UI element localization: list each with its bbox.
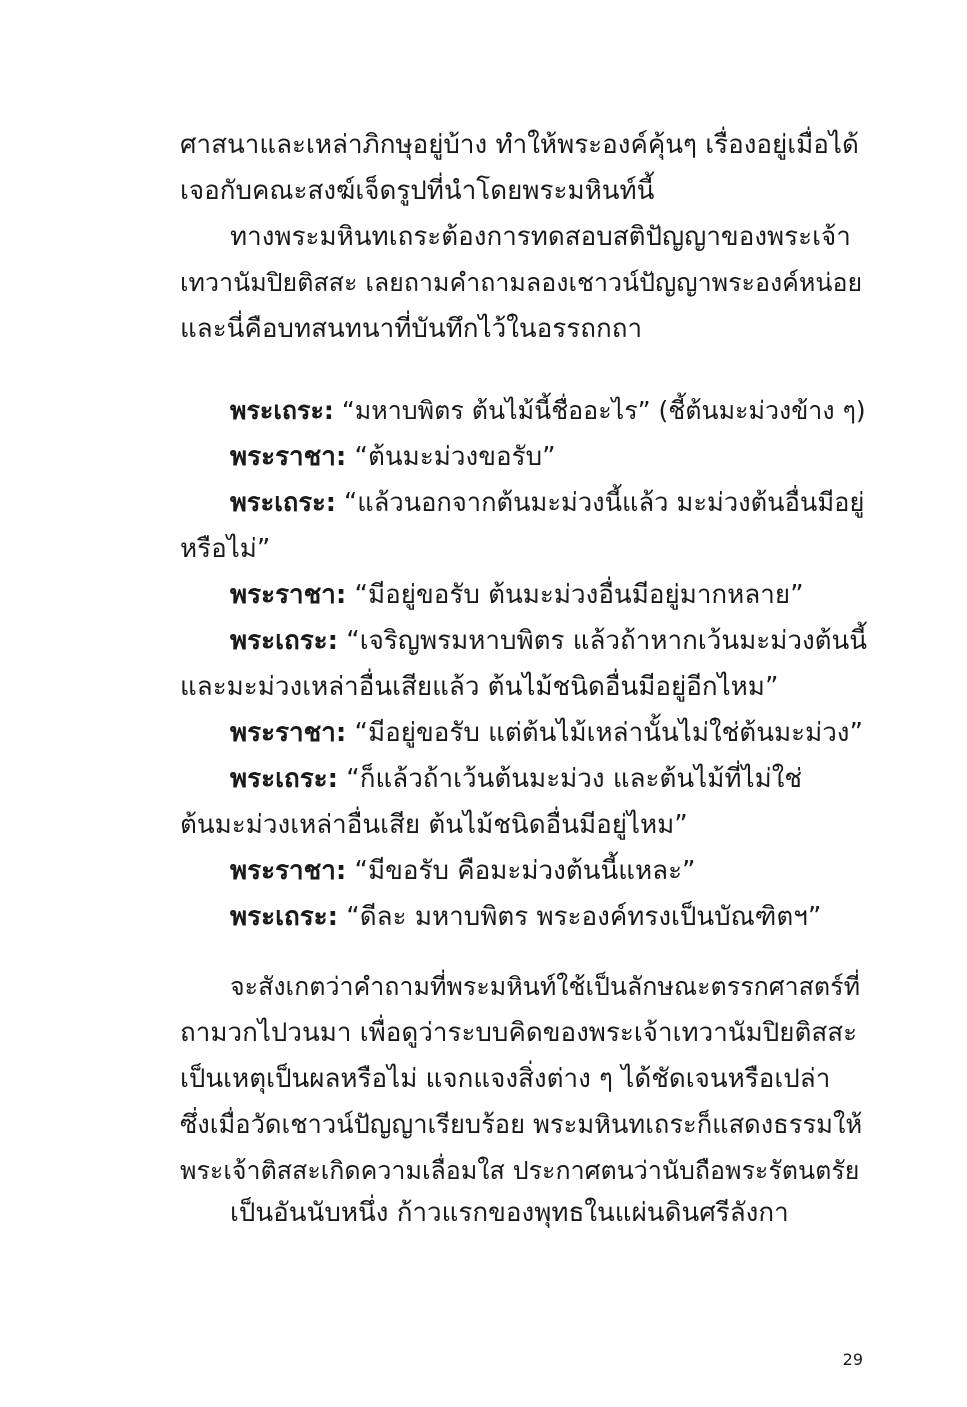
dialogue-text: “ดีละ มหาบพิตร พระองค์ทรงเป็นบัณฑิตฯ” xyxy=(338,902,822,932)
dialogue-text: “มหาบพิตร ต้นไม้นี้ชื่ออะไร” (ชี้ต้นมะม่วงข้าง ๆ) xyxy=(333,396,866,425)
dialogue-line xyxy=(180,480,870,526)
dialogue-continuation: หรือไม่” xyxy=(180,534,271,564)
dialogue-text: “มีอยู่ขอรับ แต่ต้นไม้เหล่านั้นไม่ใช่ต้นมะม่วง” xyxy=(346,718,863,748)
dialogue-continuation: และมะม่วงเหล่าอื่นเสียแล้ว ต้นไม้ชนิดอื่นมีอยู่อีกไหม” xyxy=(180,672,779,702)
speaker-label: พระเถระ: xyxy=(230,626,339,656)
dialogue-line xyxy=(180,618,870,664)
text-line: ซึ่งเมื่อวัดเชาวน์ปัญญาเรียบร้อย พระมหินทเถระก็แสดงธรรมให้ xyxy=(180,1110,863,1140)
text-line: จะสังเกตว่าคำถามที่พระมหินท์ใช้เป็นลักษณะตรรกศาสตร์ที่ xyxy=(230,972,861,1001)
speaker-label: พระราชา: xyxy=(230,856,347,886)
text-line: เทวานัมปิยติสสะ เลยถามคำถามลองเชาวน์ปัญญาพระองค์หน่อย xyxy=(180,268,863,297)
dialogue-line xyxy=(180,710,870,756)
text-line: เป็นอันนับหนึ่ง ก้าวแรกของพุทธในแผ่นดินศรีลังกา xyxy=(230,1198,789,1228)
dialogue-block xyxy=(180,388,870,940)
dialogue-line xyxy=(180,756,870,802)
intro-paragraph xyxy=(180,122,870,214)
dialogue-line xyxy=(180,894,870,940)
dialogue-text: “ก็แล้วถ้าเว้นต้นมะม่วง และต้นไม้ที่ไม่ใช่ xyxy=(338,764,803,794)
dialogue-text: “มีอยู่ขอรับ ต้นมะม่วงอื่นมีอยู่มากหลาย” xyxy=(346,580,804,610)
text-line: เป็นเหตุเป็นผลหรือไม่ แจกแจงสิ่งต่าง ๆ ได้ชัดเจนหรือเปล่า xyxy=(180,1064,831,1094)
speaker-label: พระราชา: xyxy=(230,580,347,610)
dialogue-text: “แล้วนอกจากต้นมะม่วงนี้แล้ว มะม่วงต้นอื่นมีอยู่ xyxy=(335,488,865,518)
dialogue-line xyxy=(180,388,870,434)
speaker-label: พระราชา: xyxy=(230,442,347,472)
paragraph-test-intro xyxy=(180,214,870,352)
dialogue-line xyxy=(180,434,870,480)
text-line: เจอกับคณะสงฆ์เจ็ดรูปที่นำโดยพระมหินท์นี้ xyxy=(180,176,655,206)
paragraph-analysis xyxy=(180,964,870,1194)
paragraph-conclusion xyxy=(180,1190,870,1236)
text-line: ทางพระมหินทเถระต้องการทดสอบสติปัญญาของพระเจ้า xyxy=(230,222,851,252)
dialogue-line xyxy=(180,848,870,894)
dialogue-text: “มีขอรับ คือมะม่วงต้นนี้แหละ” xyxy=(346,856,696,886)
dialogue-text: “ต้นมะม่วงขอรับ” xyxy=(346,442,556,472)
speaker-label: พระเถระ: xyxy=(230,488,336,518)
dialogue-line xyxy=(180,572,870,618)
page-number: 29 xyxy=(842,1350,863,1369)
speaker-label: พระเถระ: xyxy=(230,902,339,932)
dialogue-text: “เจริญพรมหาบพิตร แล้วถ้าหากเว้นมะม่วงต้นนี้ xyxy=(338,626,868,656)
speaker-label: พระเถระ: xyxy=(230,764,339,794)
text-line: ถามวกไปวนมา เพื่อดูว่าระบบคิดของพระเจ้าเทวานัมปิยติสสะ xyxy=(180,1018,858,1048)
speaker-label: พระราชา: xyxy=(230,718,347,748)
dialogue-continuation: ต้นมะม่วงเหล่าอื่นเสีย ต้นไม้ชนิดอื่นมีอยู่ไหม” xyxy=(180,810,688,840)
text-line: ศาสนาและเหล่าภิกษุอยู่บ้าง ทำให้พระองค์คุ้นๆ เรื่องอยู่เมื่อได้ xyxy=(180,130,859,160)
speaker-label: พระเถระ: xyxy=(230,396,334,425)
text-line: และนี่คือบทสนทนาที่บันทึกไว้ในอรรถกถา xyxy=(180,314,643,344)
text-line: พระเจ้าติสสะเกิดความเลื่อมใส ประกาศตนว่านับถือพระรัตนตรัย xyxy=(180,1156,860,1185)
